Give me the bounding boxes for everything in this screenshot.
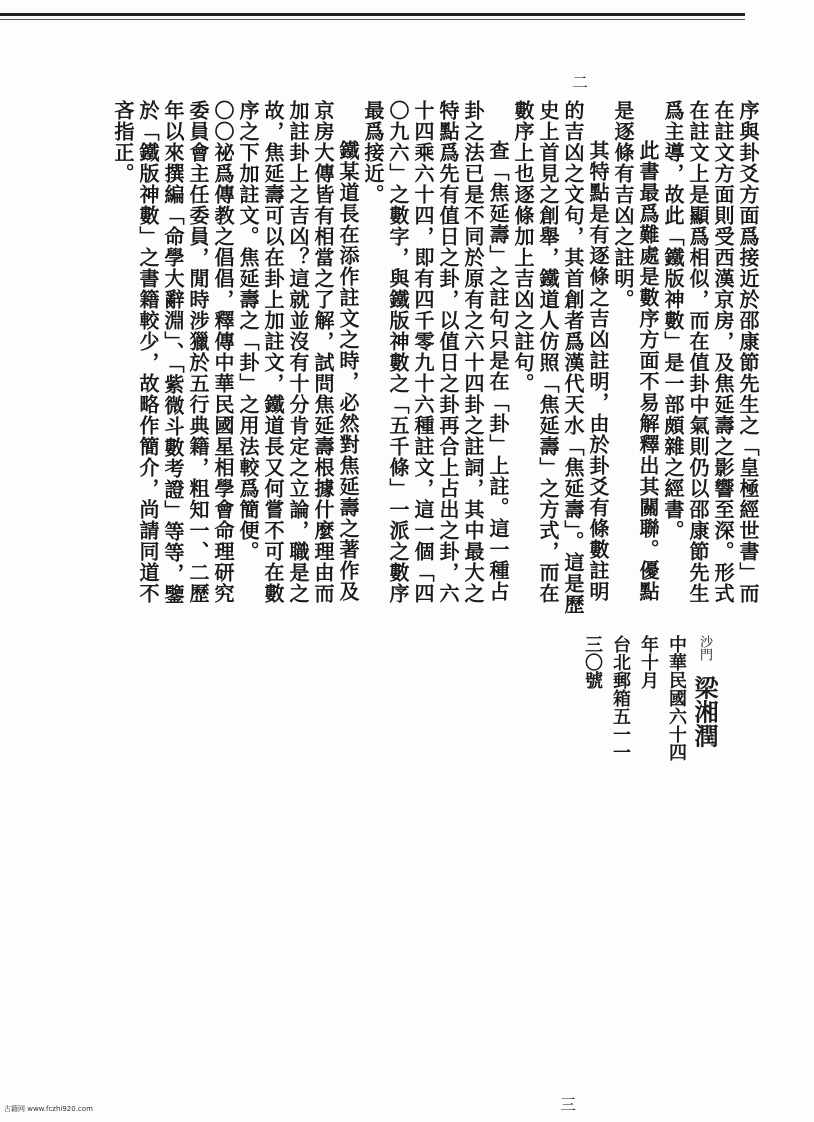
paragraph-6: 〇〇祕爲傳教之倡倡，釋傳中華民國星相學會命理研究委員會主任委員，閒時涉獵於五行典籍，粗知一、二歷年以來撰編「命學大辭淵」、「紫微斗數考證」等等，鑒於「鐵版神數」之書籍較少，故略作簡介，尚請同道不吝指正。 <box>111 100 235 605</box>
footer-page-number: 三 <box>560 1095 577 1114</box>
paragraph-3: 其特點是有逐條之吉凶註明，由於卦爻有條數註明的吉凶之文句，其首創者爲漢代天水「焦延壽」。這是歷史上首見之創舉，鐵道人仿照「焦延壽」之方式，而在數序上也逐條加上吉凶之註句。 <box>511 100 610 615</box>
paragraph-1: 序與卦爻方面爲接近於邵康節先生之「皇極經世書」而在註文方面則受西漢京房，及焦延壽之影響至深。形式在註文上是顯爲相似，而在值卦中氣則仍以邵康節先生爲主導，故此「鐵版神數」是一部頗雜之經書。 <box>661 100 760 604</box>
paragraph-2: 此書最爲難處是數序方面不易解釋出其關聯。優點是逐條有吉凶之註明。 <box>611 100 660 602</box>
paragraph-5: 鐵某道長在添作註文之時，必然對焦延壽之著作及京房大傳皆有相當之了解，試問焦延壽根據什麼理由而加註卦上之吉凶？這就並沒有十分肯定之立論，職是之故，焦延壽可以在卦上加註文，鐵道長又何嘗不可在數序之下加註文。焦延壽之「卦」之用法較爲簡便。 <box>236 100 360 604</box>
paragraph-4: 查「焦延壽」之註句只是在「卦」上註。這一種占卦之法已是不同於原有之六十四卦之註詞，其中最大之特點爲先有值日之卦，以值日之卦再合上占出之卦，六十四乘六十四，即有四千零九十六種註文，這一個「四〇九六」之數字，與鐵版神數之「五千條」一派之數序最爲接近。 <box>361 100 510 604</box>
body-text <box>30 100 760 620</box>
author-line <box>690 635 718 775</box>
top-rule <box>0 13 745 16</box>
watermark-text: 古籍网 www.fczhi920.com <box>4 1105 93 1113</box>
signature-address: 台北郵箱五一一三〇號 <box>582 635 631 761</box>
author-role: 沙門 <box>697 635 712 661</box>
top-rule-thin <box>0 19 745 20</box>
signature-block <box>538 635 718 775</box>
author-name: 梁湘潤 <box>690 675 719 748</box>
header-page-number: 二 <box>572 73 589 92</box>
signature-date: 中華民國六十四年十月 <box>638 635 687 761</box>
